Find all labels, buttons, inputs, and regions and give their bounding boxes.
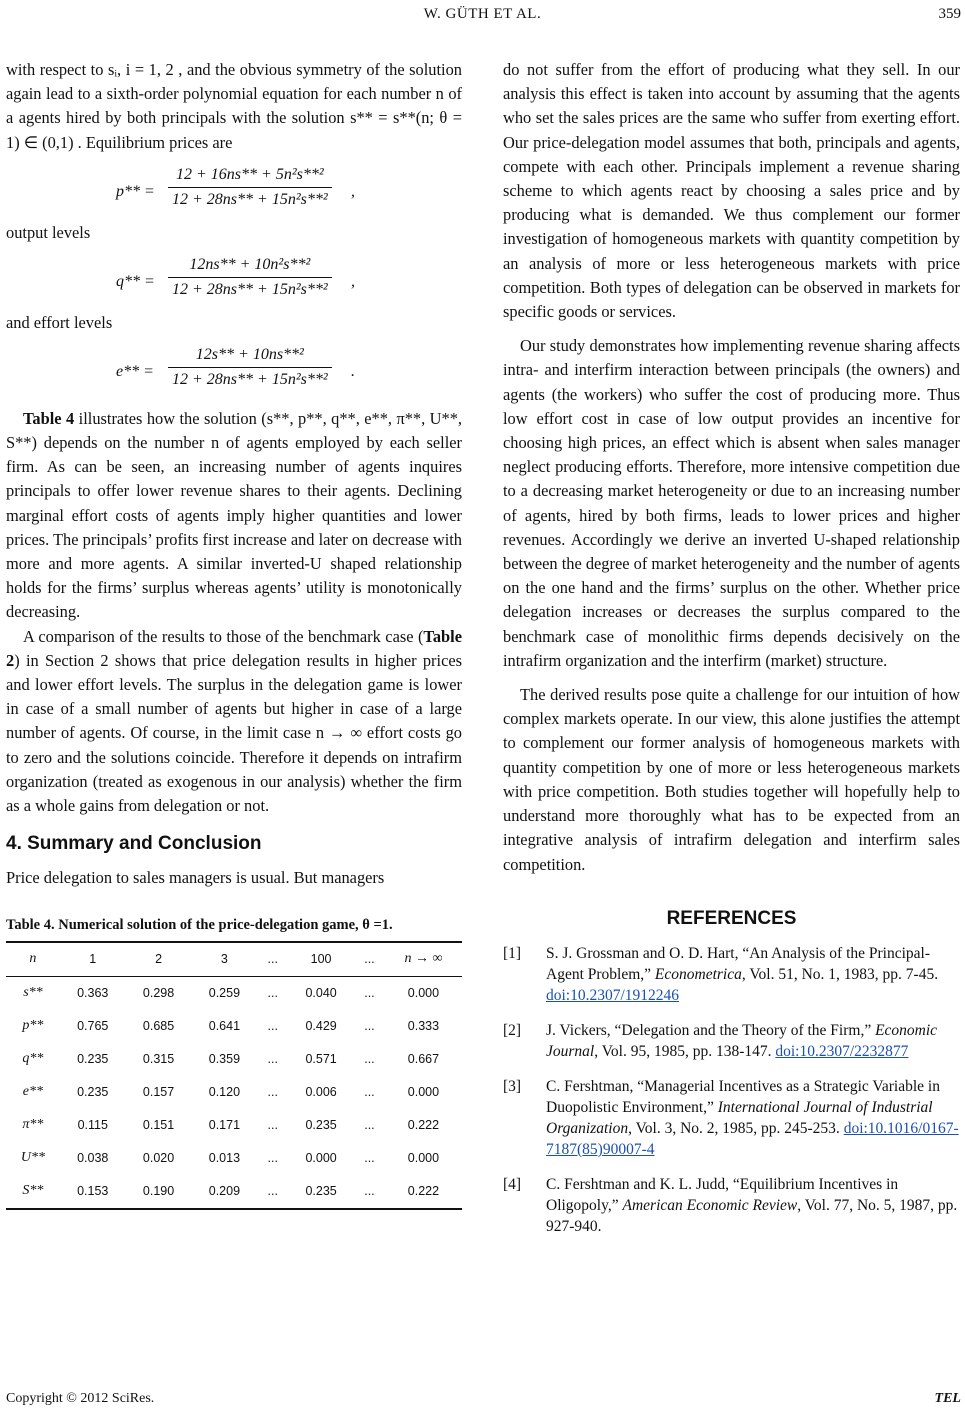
equation-price	[6, 163, 462, 221]
table-cell: 0.120	[208, 1085, 241, 1100]
reference-item: [1] S. J. Grossman and O. D. Hart, “An Analysis of the Principal-Agent Problem,” Econometrica, Vol. 51, No. 1, 1983, pp. 7-45. doi:10.2307/1912246	[503, 944, 939, 1004]
table-cell: ...	[267, 1019, 278, 1034]
table-cell: ...	[364, 1019, 375, 1034]
table-cell: ...	[267, 1184, 278, 1199]
eq-numerator: 12ns** + 10n²s**²	[168, 253, 332, 278]
eq-denominator: 12 + 28ns** + 15n²s**²	[172, 371, 328, 389]
table-row	[6, 1175, 462, 1209]
table-cell: ...	[364, 1118, 375, 1133]
table-caption: Table 4. Numerical solution of the price-delegation game, θ =1.	[6, 916, 393, 933]
table-cell: ...	[364, 986, 375, 1001]
label-effort: and effort levels	[6, 312, 113, 332]
table-cell: 0.429	[305, 1019, 337, 1034]
table-cell: 0.000	[305, 1151, 337, 1166]
table-row	[6, 1142, 462, 1175]
table-cell: 0.157	[142, 1085, 175, 1100]
header-cell: 1	[89, 952, 97, 967]
table-cell: p**	[22, 1018, 44, 1034]
eq-punct: ,	[351, 182, 355, 200]
table-cell: q**	[22, 1051, 44, 1067]
table-cell: 0.685	[142, 1019, 175, 1034]
equation-effort	[6, 343, 462, 401]
copyright: Copyright © 2012 SciRes.	[6, 1391, 155, 1406]
table-cell: 0.235	[305, 1118, 337, 1133]
table-cell: ...	[364, 1052, 375, 1067]
eq-fraction	[168, 163, 332, 212]
table-cell: ...	[267, 1118, 278, 1133]
section-heading: 4. Summary and Conclusion	[6, 833, 262, 855]
doi-link[interactable]: doi:10.2307/2232877	[775, 1042, 909, 1060]
table-cell: 0.315	[142, 1052, 175, 1067]
table-row	[6, 976, 462, 1010]
header-cell: 3	[220, 952, 228, 967]
table-cell: ...	[364, 1151, 375, 1166]
table-row	[6, 1043, 462, 1076]
table-cell: 0.359	[208, 1052, 241, 1067]
table-cell: 0.115	[77, 1118, 108, 1133]
reference-number: [3]	[503, 1077, 522, 1095]
page-number: 359	[938, 6, 961, 22]
results-table	[6, 941, 462, 1210]
header-cell: ...	[267, 952, 278, 967]
label-output: output levels	[6, 222, 91, 242]
reference-item: [4] C. Fershtman and K. L. Judd, “Equilibrium Incentives in Oligopoly,” American Economic Review, Vol. 77, No. 5, 1987, pp. 927-940.	[503, 1175, 958, 1235]
table-cell: 0.571	[305, 1052, 337, 1067]
table-cell: 0.190	[142, 1184, 175, 1199]
reference-number: [4]	[503, 1175, 522, 1193]
eq-punct: ,	[351, 272, 355, 290]
table-cell: 0.235	[77, 1052, 109, 1067]
eq-denominator: 12 + 28ns** + 15n²s**²	[172, 191, 328, 209]
intro-paragraph: with respect to sᵢ, i = 1, 2 , and the obvious symmetry of the solution again lead to a sixth-order polynomial equation for each number n of a agents hired by both principals with the solution s** = s**(n; θ = 1) ∈ (0,1) . Equilibrium prices are	[6, 60, 462, 152]
table-cell: 0.013	[208, 1151, 241, 1166]
table-cell: 0.171	[208, 1118, 241, 1133]
table-cell: 0.000	[407, 1085, 440, 1100]
table-cell: 0.235	[77, 1085, 109, 1100]
paragraph: Our study demonstrates how implementing revenue sharing affects intra- and interfirm interaction between principals (the owners) and agents (the workers) who suffer the cost of producing more. Thus low effort cost in case of low output provides an incentive for choosing high prices, an effect which is absent when sales manager neglect producing efforts. Therefore, more intensive competition due to a decreasing market heterogeneity or due to an increasing number of agents, hired by both firms, leads to lower prices and higher revenues. Accordingly we derive an inverted U-shaped relationship between the degree of market heterogeneity and the number of agents on the one hand and the firms’ surplus on the other. Whether price delegation increases or decreases the surplus compared to the benchmark case of monolithic firms depends decisively on the intrafirm organization and the interfirm (market) structure.	[503, 336, 960, 670]
table-cell: ...	[267, 1052, 278, 1067]
table-cell: 0.667	[407, 1052, 440, 1067]
table-cell: 0.222	[407, 1118, 440, 1133]
reference-item: [3] C. Fershtman, “Managerial Incentives as a Strategic Variable in Duopolistic Environment,” International Journal of Industrial Organization, Vol. 3, No. 2, 1985, pp. 245-253. doi:10.1016/0167-7187(85)90007-4	[503, 1077, 959, 1158]
table-row	[6, 1010, 462, 1043]
table-cell: 0.222	[407, 1184, 440, 1199]
table-cell: 0.641	[208, 1019, 241, 1034]
header-cell: 2	[155, 952, 163, 967]
table-row	[6, 1109, 462, 1142]
eq-denominator: 12 + 28ns** + 15n²s**²	[172, 281, 328, 299]
table-cell: 0.038	[77, 1151, 109, 1166]
table-cell: 0.006	[305, 1085, 337, 1100]
header-authors: W. GÜTH ET AL.	[423, 6, 542, 22]
paragraph: do not suffer from the effort of producing what they sell. In our analysis this effect is taken into account by assuming that the agents who set the sales prices are the same who suffer from exerting effort. Our price-delegation model assumes that both, principals and agents, compete with each other. Principals implement a revenue sharing scheme to which agents react by choosing a sales price and by producing what is demanded. We thus complement our former investigation of homogeneous markets with quantity competition by an analysis of more or less heterogeneous markets with price competition. Both types of delegation can be observed in markets for specific goods or services.	[503, 60, 960, 322]
eq-fraction	[168, 253, 332, 302]
header-cell: n	[29, 951, 37, 967]
table-cell: 0.333	[407, 1019, 440, 1034]
doi-link[interactable]: doi:10.2307/1912246	[546, 986, 680, 1004]
table-cell: 0.298	[142, 986, 175, 1001]
table-cell: ...	[267, 986, 278, 1001]
header-cell: n → ∞	[404, 951, 443, 967]
table-ref[interactable]: Table 2	[6, 626, 462, 670]
reference-number: [2]	[503, 1021, 522, 1039]
table-cell: 0.363	[77, 986, 109, 1001]
references-heading: REFERENCES	[666, 907, 797, 929]
table-cell: 0.000	[407, 986, 440, 1001]
equation-output	[6, 253, 462, 311]
table-row	[6, 1076, 462, 1109]
paragraph-comparison: A comparison of the results to those of the benchmark case (Table 2) in Section 2 shows that price delegation results in higher prices and lower effort levels. The surplus in the delegation game is lower in case of a small number of agents but higher in case of a large number of agents. Of course, in the limit case n → ∞ effort costs go to zero and the solutions coincide. Therefore it depends on intrafirm organization (treated as exogenous in our analysis) whether the firm as a whole gains from delegation or not.	[6, 626, 462, 816]
table-cell: 0.209	[208, 1184, 241, 1199]
table-cell: 0.765	[77, 1019, 109, 1034]
table-cell: 0.235	[305, 1184, 337, 1199]
paragraph: The derived results pose quite a challenge for our intuition of how complex markets operate. In our view, this alone justifies the attempt to complement our former analysis of homogeneous markets with quantity competition by one of more or less heterogeneous markets with price competition. Both studies together will hopefully help to understand more thoroughly what has to be expected from an integrative analysis of intrafirm delegation and interfirm sales competition.	[503, 685, 960, 874]
table-cell: S**	[22, 1183, 44, 1199]
eq-lhs: q** =	[116, 272, 155, 290]
left-column	[6, 58, 462, 1210]
table-cell: ...	[267, 1151, 278, 1166]
table-cell: e**	[22, 1084, 44, 1100]
eq-punct: .	[351, 362, 355, 380]
table-header-row	[6, 942, 462, 977]
eq-lhs: p** =	[116, 182, 155, 200]
eq-numerator: 12s** + 10ns**²	[168, 343, 332, 368]
table-cell: ...	[267, 1085, 278, 1100]
table-cell: 0.259	[208, 986, 241, 1001]
eq-lhs: e** =	[116, 362, 154, 380]
table-cell: 0.000	[407, 1151, 440, 1166]
table-cell: 0.040	[305, 986, 337, 1001]
right-column	[503, 58, 960, 1251]
paragraph-table4: Table 4 illustrates how the solution (s**, p**, q**, e**, π**, U**, S**) depends on the number n of agents employed by each seller firm. As can be seen, an increasing number of agents inquires principals to offer lower revenue shares to their agents. Declining marginal effort costs of agents imply higher quantities and lower prices. The principals’ profits first increase and later on decrease with more and more agents. A similar inverted-U shaped relationship holds for the firms’ surplus whereas agents’ utility is monotonically decreasing.	[6, 408, 462, 622]
doi-link[interactable]: doi:10.1016/0167-7187(85)90007-4	[546, 1119, 959, 1158]
section-first-line: Price delegation to sales managers is usual. But managers	[6, 868, 385, 888]
table-cell: ...	[364, 1184, 375, 1199]
header-cell: ...	[364, 952, 375, 967]
eq-fraction	[168, 343, 332, 392]
table-cell: s**	[23, 985, 43, 1001]
table-cell: 0.153	[77, 1184, 109, 1199]
reference-number: [1]	[503, 944, 522, 962]
table-cell: π**	[22, 1117, 44, 1133]
journal-abbrev: TEL	[934, 1391, 961, 1406]
table-cell: 0.020	[142, 1151, 175, 1166]
running-header	[0, 4, 965, 28]
table-cell: 0.151	[142, 1118, 175, 1133]
table-cell: U**	[20, 1150, 45, 1166]
reference-item: [2] J. Vickers, “Delegation and the Theory of the Firm,” Economic Journal, Vol. 95, 1985, pp. 138-147. doi:10.2307/2232877	[503, 1021, 938, 1060]
eq-numerator: 12 + 16ns** + 5n²s**²	[168, 163, 332, 188]
table-cell: ...	[364, 1085, 375, 1100]
header-cell: 100	[310, 952, 332, 967]
table-ref[interactable]: Table 4	[23, 408, 75, 428]
